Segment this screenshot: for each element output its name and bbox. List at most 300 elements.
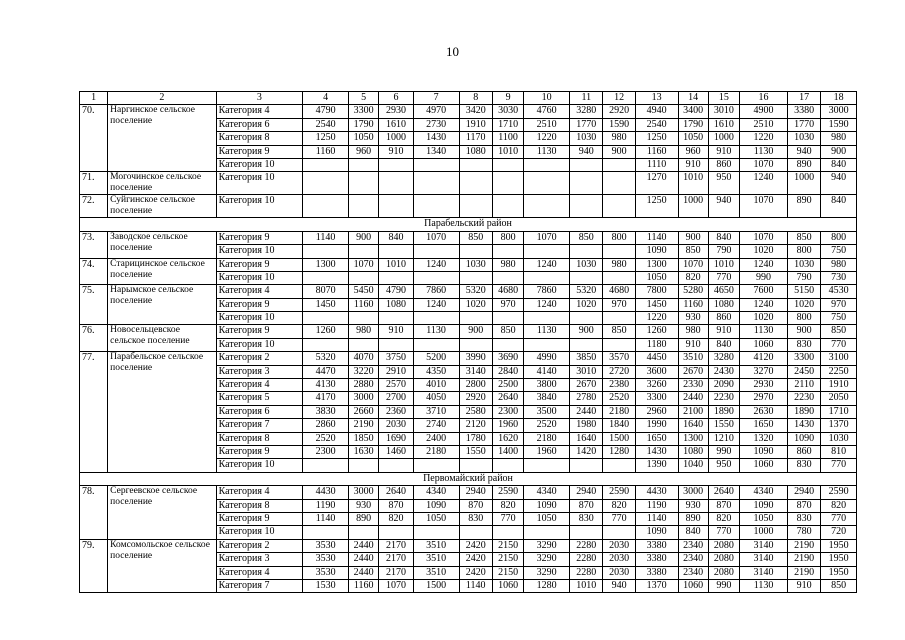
value-cell: 2250 [821,365,857,378]
value-cell: 1590 [821,118,857,131]
value-cell: 1590 [603,118,635,131]
settlement-name: Суйгинское сельское поселение [108,195,216,218]
value-cell: 2080 [708,566,739,579]
value-cell: 1190 [635,499,678,512]
category-cell: Категория 6 [216,405,303,418]
value-cell: 2190 [349,419,379,432]
value-cell [349,526,379,539]
value-cell: 4070 [349,352,379,365]
value-cell: 3010 [570,365,603,378]
value-cell: 830 [788,459,821,472]
value-cell [379,459,413,472]
page-number: 10 [446,44,459,59]
value-cell: 1340 [413,145,459,158]
value-cell: 1950 [821,539,857,552]
value-cell: 1770 [570,118,603,131]
value-cell: 2520 [524,419,570,432]
category-cell: Категория 9 [216,231,303,244]
value-cell: 1080 [708,298,739,311]
value-cell: 3300 [349,105,379,118]
value-cell: 2180 [603,405,635,418]
value-cell: 3840 [524,392,570,405]
value-cell: 2700 [379,392,413,405]
value-cell [303,312,349,325]
value-cell: 1240 [524,298,570,311]
column-header: 14 [678,92,708,105]
value-cell: 840 [821,158,857,171]
value-cell [349,172,379,195]
value-cell: 2190 [788,539,821,552]
value-cell: 3140 [740,539,788,552]
value-cell: 770 [821,459,857,472]
value-cell: 1060 [740,459,788,472]
value-cell: 1240 [740,172,788,195]
value-cell: 4050 [413,392,459,405]
value-cell: 3000 [821,105,857,118]
row-number: 72. [80,195,108,218]
value-cell: 1050 [635,271,678,284]
value-cell: 820 [708,512,739,525]
value-cell: 2030 [379,419,413,432]
value-cell: 830 [788,338,821,351]
settlement-name: Наргинское сельское поселение [108,105,216,172]
value-cell: 2580 [459,405,492,418]
value-cell: 2590 [603,486,635,499]
column-header: 8 [459,92,492,105]
value-cell: 1160 [349,298,379,311]
value-cell: 3800 [524,379,570,392]
value-cell: 1140 [303,512,349,525]
value-cell: 2670 [570,379,603,392]
value-cell [459,312,492,325]
value-cell: 2050 [821,392,857,405]
value-cell: 4790 [379,285,413,298]
value-cell: 1060 [740,338,788,351]
value-cell [492,172,523,195]
value-cell: 1030 [821,432,857,445]
value-cell [349,158,379,171]
value-cell: 1010 [492,145,523,158]
value-cell: 3500 [524,405,570,418]
row-number: 71. [80,172,108,195]
category-cell: Категория 9 [216,512,303,525]
value-cell: 1840 [603,419,635,432]
value-cell [413,338,459,351]
value-cell: 1160 [678,298,708,311]
value-cell: 3290 [524,566,570,579]
value-cell: 1690 [379,432,413,445]
value-cell: 840 [678,526,708,539]
value-cell: 1260 [303,325,349,338]
value-cell: 2230 [788,392,821,405]
value-cell: 2640 [379,486,413,499]
value-cell: 1030 [570,132,603,145]
value-cell: 3290 [524,553,570,566]
value-cell: 2940 [459,486,492,499]
value-cell: 5450 [349,285,379,298]
value-cell: 8070 [303,285,349,298]
category-cell: Категория 4 [216,379,303,392]
value-cell: 3850 [570,352,603,365]
value-cell: 1080 [459,145,492,158]
value-cell: 1610 [379,118,413,131]
value-cell: 3510 [413,553,459,566]
category-cell: Категория 3 [216,365,303,378]
value-cell [603,158,635,171]
value-cell: 1950 [821,553,857,566]
value-cell: 2100 [678,405,708,418]
column-header: 12 [603,92,635,105]
value-cell: 1240 [413,258,459,271]
value-cell [303,245,349,258]
value-cell: 910 [678,338,708,351]
value-cell: 2420 [459,539,492,552]
value-cell [492,158,523,171]
value-cell: 790 [708,245,739,258]
value-cell: 770 [821,338,857,351]
value-cell: 910 [379,325,413,338]
table-row [80,352,857,365]
value-cell: 840 [379,231,413,244]
value-cell: 900 [459,325,492,338]
category-cell: Категория 10 [216,526,303,539]
value-cell: 840 [708,338,739,351]
value-cell: 2920 [603,105,635,118]
value-cell [524,195,570,218]
value-cell [603,271,635,284]
value-cell: 1070 [740,158,788,171]
row-number: 79. [80,539,108,593]
value-cell: 1770 [788,118,821,131]
value-cell [492,312,523,325]
value-cell [570,271,603,284]
settlement-name: Комсомольское сельское поселение [108,539,216,593]
category-cell: Категория 8 [216,432,303,445]
column-header: 15 [708,92,739,105]
value-cell: 1070 [740,195,788,218]
value-cell: 800 [603,231,635,244]
value-cell: 830 [570,512,603,525]
category-cell: Категория 10 [216,195,303,218]
value-cell: 850 [788,231,821,244]
value-cell: 850 [821,325,857,338]
value-cell [603,338,635,351]
value-cell: 1160 [349,579,379,592]
value-cell: 2590 [492,486,523,499]
value-cell [524,245,570,258]
value-cell: 2630 [740,405,788,418]
value-cell: 2640 [708,486,739,499]
value-cell: 2740 [413,419,459,432]
value-cell: 1070 [349,258,379,271]
value-cell: 3300 [635,392,678,405]
value-cell: 940 [603,579,635,592]
value-cell: 3290 [524,539,570,552]
value-cell [492,338,523,351]
category-cell: Категория 10 [216,271,303,284]
value-cell: 5320 [459,285,492,298]
value-cell: 4340 [413,486,459,499]
category-cell: Категория 9 [216,145,303,158]
value-cell [492,459,523,472]
district-name: Первомайский район [80,472,857,485]
table-row [80,195,857,218]
value-cell: 770 [492,512,523,525]
value-cell [379,158,413,171]
settlement-name: Новосельцевское сельское поселение [108,325,216,352]
value-cell [413,271,459,284]
value-cell: 1000 [788,172,821,195]
value-cell [349,271,379,284]
value-cell: 1280 [524,579,570,592]
value-cell: 4470 [303,365,349,378]
value-cell: 1030 [459,258,492,271]
value-cell: 2180 [524,432,570,445]
value-cell: 1070 [413,231,459,244]
column-header-row [80,92,857,105]
value-cell [459,245,492,258]
value-cell [379,195,413,218]
value-cell: 1090 [788,432,821,445]
value-cell: 1000 [740,526,788,539]
value-cell: 2780 [570,392,603,405]
value-cell: 1130 [740,145,788,158]
value-cell: 2970 [740,392,788,405]
value-cell: 2570 [379,379,413,392]
category-cell: Категория 4 [216,486,303,499]
value-cell [413,158,459,171]
value-cell: 2730 [413,118,459,131]
category-cell: Категория 10 [216,158,303,171]
value-cell [570,245,603,258]
value-cell: 2120 [459,419,492,432]
value-cell [349,245,379,258]
value-cell: 4990 [524,352,570,365]
value-cell [570,195,603,218]
value-cell: 890 [349,512,379,525]
value-cell: 910 [788,579,821,592]
value-cell: 870 [788,499,821,512]
value-cell: 910 [379,145,413,158]
value-cell: 910 [678,158,708,171]
category-cell: Категория 10 [216,312,303,325]
value-cell [303,195,349,218]
value-cell: 1090 [413,499,459,512]
value-cell: 980 [603,258,635,271]
value-cell: 2920 [459,392,492,405]
value-cell: 3280 [708,352,739,365]
value-cell: 2440 [678,392,708,405]
value-cell: 2590 [821,486,857,499]
value-cell: 4450 [635,352,678,365]
value-cell: 2080 [708,553,739,566]
value-cell: 1130 [413,325,459,338]
value-cell: 2540 [635,118,678,131]
value-cell: 4430 [635,486,678,499]
value-cell: 1050 [678,132,708,145]
value-cell: 850 [570,231,603,244]
value-cell: 3030 [492,105,523,118]
value-cell: 1790 [349,118,379,131]
value-cell: 2540 [303,118,349,131]
value-cell: 2030 [603,566,635,579]
value-cell: 900 [349,231,379,244]
value-cell: 3380 [788,105,821,118]
value-cell: 1140 [303,231,349,244]
district-row [80,218,857,231]
value-cell: 1030 [788,132,821,145]
value-cell: 820 [821,499,857,512]
value-cell [303,459,349,472]
value-cell: 2090 [708,379,739,392]
column-header: 13 [635,92,678,105]
value-cell: 1430 [413,132,459,145]
category-cell: Категория 10 [216,338,303,351]
value-cell: 2940 [788,486,821,499]
value-cell: 2190 [788,566,821,579]
value-cell [459,271,492,284]
value-cell: 3100 [821,352,857,365]
value-cell: 2190 [788,553,821,566]
value-cell: 4940 [635,105,678,118]
value-cell: 4650 [708,285,739,298]
value-cell [413,245,459,258]
column-header: 1 [80,92,108,105]
value-cell: 4140 [524,365,570,378]
value-cell: 1370 [821,419,857,432]
value-cell [603,312,635,325]
value-cell: 3400 [678,105,708,118]
value-cell: 5320 [303,352,349,365]
district-row [80,472,857,485]
value-cell: 1090 [635,245,678,258]
value-cell: 860 [788,445,821,458]
category-cell: Категория 9 [216,298,303,311]
value-cell [379,172,413,195]
value-cell [379,271,413,284]
value-cell: 2450 [788,365,821,378]
value-cell: 1130 [524,325,570,338]
value-cell: 800 [788,245,821,258]
column-header: 4 [303,92,349,105]
value-cell [603,245,635,258]
value-cell [492,526,523,539]
value-cell [413,172,459,195]
value-cell: 2520 [303,432,349,445]
value-cell: 1430 [635,445,678,458]
value-cell: 4900 [740,105,788,118]
value-cell: 1240 [413,298,459,311]
category-cell: Категория 9 [216,258,303,271]
value-cell: 5280 [678,285,708,298]
value-cell: 1040 [678,459,708,472]
value-cell [524,312,570,325]
value-cell: 830 [788,512,821,525]
value-cell: 1190 [303,499,349,512]
value-cell: 790 [788,271,821,284]
value-cell [492,245,523,258]
value-cell: 770 [821,512,857,525]
value-cell: 980 [821,258,857,271]
value-cell: 2150 [492,539,523,552]
value-cell: 3510 [413,566,459,579]
value-cell: 1030 [788,258,821,271]
value-cell: 970 [603,298,635,311]
value-cell [570,312,603,325]
value-cell: 2030 [603,539,635,552]
value-cell: 2500 [492,379,523,392]
value-cell: 3380 [635,566,678,579]
category-cell: Категория 4 [216,285,303,298]
category-cell: Категория 8 [216,499,303,512]
value-cell: 2330 [678,379,708,392]
value-cell: 2670 [678,365,708,378]
value-cell [570,526,603,539]
value-cell [459,459,492,472]
value-cell: 7600 [740,285,788,298]
category-cell: Категория 3 [216,553,303,566]
value-cell [349,312,379,325]
value-cell: 1010 [379,258,413,271]
value-cell: 1270 [635,172,678,195]
value-cell: 970 [821,298,857,311]
value-cell: 1000 [678,195,708,218]
value-cell [349,338,379,351]
value-cell [603,526,635,539]
value-cell: 4350 [413,365,459,378]
value-cell: 1240 [740,258,788,271]
category-cell: Категория 8 [216,132,303,145]
value-cell: 4170 [303,392,349,405]
value-cell: 910 [708,145,739,158]
value-cell: 770 [708,271,739,284]
value-cell: 2340 [678,539,708,552]
value-cell: 4340 [740,486,788,499]
value-cell: 1110 [635,158,678,171]
settlement-name: Сергеевское сельское поселение [108,486,216,540]
value-cell [524,526,570,539]
value-cell: 1260 [635,325,678,338]
value-cell: 2400 [413,432,459,445]
value-cell: 3510 [413,539,459,552]
category-cell: Категория 6 [216,118,303,131]
value-cell: 1890 [788,405,821,418]
value-cell: 1090 [635,526,678,539]
value-cell: 2930 [740,379,788,392]
value-cell: 900 [788,325,821,338]
value-cell: 1280 [603,445,635,458]
value-cell: 2440 [349,539,379,552]
value-cell: 1530 [303,579,349,592]
value-cell: 860 [708,158,739,171]
value-cell [459,338,492,351]
value-cell: 4430 [303,486,349,499]
district-name: Парабельский район [80,218,857,231]
value-cell: 1140 [635,512,678,525]
value-cell: 1450 [303,298,349,311]
column-header: 5 [349,92,379,105]
settlement-name: Старицинское сельское поселение [108,258,216,285]
value-cell: 2280 [570,566,603,579]
value-cell: 2840 [492,365,523,378]
value-cell: 1220 [524,132,570,145]
value-cell: 770 [603,512,635,525]
value-cell: 1650 [740,419,788,432]
value-cell: 1500 [413,579,459,592]
value-cell: 850 [678,245,708,258]
value-cell: 2440 [570,405,603,418]
value-cell: 1070 [524,231,570,244]
